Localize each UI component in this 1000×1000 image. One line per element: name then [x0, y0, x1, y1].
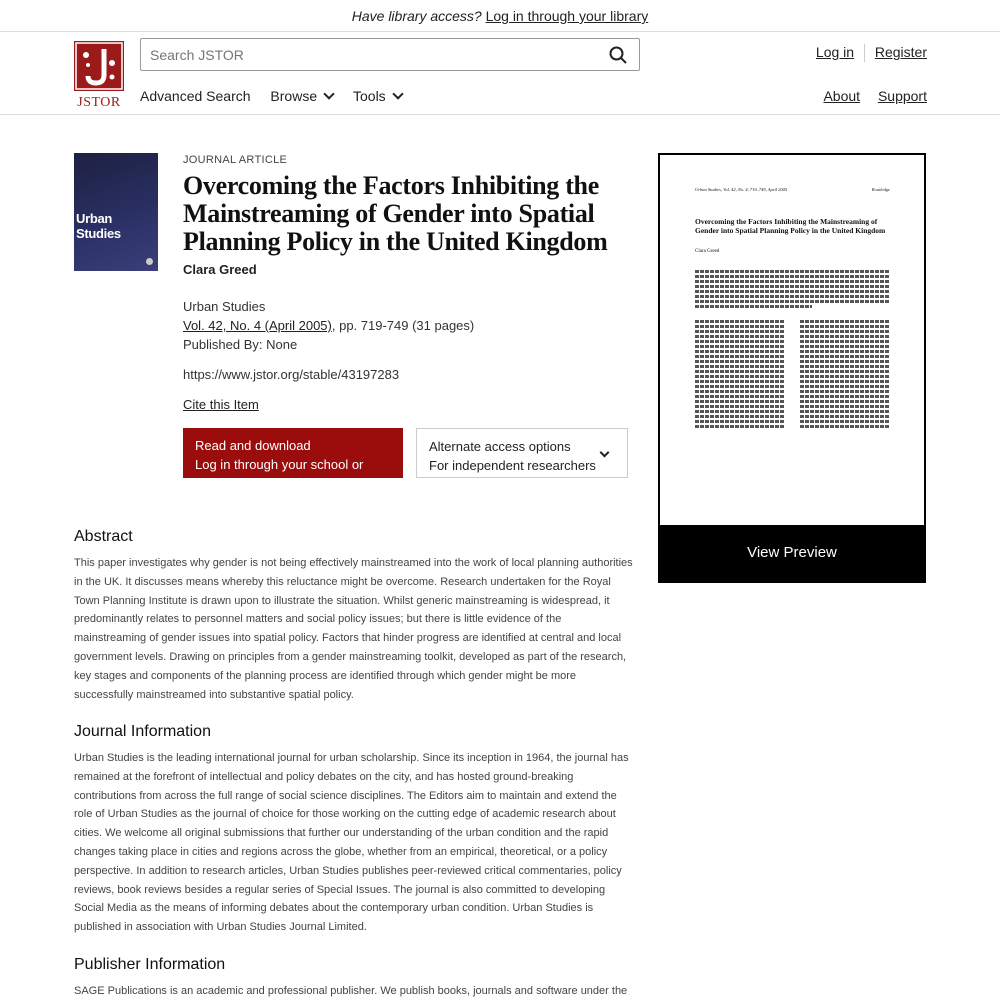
text-line	[695, 345, 785, 348]
journal-info-heading: Journal Information	[74, 723, 211, 740]
nav-advanced-search[interactable]	[140, 88, 251, 104]
text-line	[800, 415, 890, 418]
text-line	[695, 355, 785, 358]
publisher-line: Published By: None	[183, 337, 298, 352]
secondary-nav	[809, 88, 927, 104]
preview-publisher-logo: Routledge	[871, 187, 890, 192]
cite-section	[183, 397, 633, 412]
text-line	[800, 385, 890, 388]
stable-url: https://www.jstor.org/stable/43197283	[183, 367, 400, 382]
text-line	[695, 350, 785, 353]
preview-summary-block	[695, 270, 890, 308]
article-title: Overcoming the Factors Inhibiting the Mainstreaming of Gender into Spatial Planning Policy in the United Kingdom	[183, 171, 608, 256]
text-line	[800, 355, 890, 358]
article-details	[183, 154, 633, 412]
site-header	[0, 32, 1000, 115]
content-type-label: JOURNAL ARTICLE	[183, 154, 288, 166]
preview-citation: Urban Studies, Vol. 42, No. 4, 719–749, April 2005	[695, 187, 788, 192]
text-line	[695, 410, 785, 413]
search-icon[interactable]	[609, 46, 627, 64]
text-line	[800, 360, 890, 363]
text-line	[800, 345, 890, 348]
text-line	[800, 380, 890, 383]
nav-browse-label: Browse	[270, 88, 318, 104]
journal-info-section	[74, 723, 634, 937]
text-line	[695, 375, 785, 378]
text-line	[800, 335, 890, 338]
text-line	[695, 295, 890, 298]
text-line	[695, 300, 890, 303]
text-line	[695, 280, 890, 283]
text-line	[800, 405, 890, 408]
text-line	[695, 405, 785, 408]
text-line	[695, 330, 785, 333]
nav-tools[interactable]	[353, 88, 402, 104]
logo-wordmark: JSTOR	[77, 95, 121, 110]
publisher-info-heading: Publisher Information	[74, 956, 226, 973]
publication-meta	[183, 297, 633, 354]
text-line	[695, 395, 785, 398]
library-login-link[interactable]: Log in through your library	[485, 8, 649, 24]
read-button-title: Read and download	[195, 438, 311, 453]
text-line	[695, 290, 890, 293]
abstract-section	[74, 528, 634, 704]
text-line	[800, 320, 890, 323]
preview-column-right	[800, 320, 890, 430]
text-line	[800, 330, 890, 333]
cover-emblem	[146, 258, 153, 265]
journal-name: Urban Studies	[183, 299, 266, 314]
nav-browse[interactable]	[270, 88, 333, 104]
alt-button-subtitle: For independent researchers	[429, 458, 596, 473]
text-line	[695, 380, 785, 383]
jstor-logo[interactable]	[74, 41, 126, 111]
text-line	[695, 285, 890, 288]
nav-tools-label: Tools	[353, 88, 386, 104]
text-line	[800, 410, 890, 413]
read-download-button[interactable]	[183, 428, 403, 491]
article-author[interactable]: Clara Greed	[183, 262, 257, 277]
search-input[interactable]	[141, 39, 581, 70]
text-line	[695, 335, 785, 338]
publisher-info-section	[74, 956, 634, 1000]
text-line	[695, 400, 785, 403]
alternate-access-button[interactable]	[416, 428, 628, 478]
preview-title: Overcoming the Factors Inhibiting the Mainstreaming of Gender into Spatial Planning Policy in the United Kingdom	[695, 217, 886, 235]
text-line	[695, 320, 785, 323]
text-line	[695, 270, 890, 273]
text-line	[695, 275, 890, 278]
abstract-heading: Abstract	[74, 528, 133, 545]
text-line	[695, 340, 785, 343]
text-line	[695, 390, 785, 393]
cite-link[interactable]: Cite this Item	[183, 397, 259, 412]
text-line	[695, 425, 785, 428]
read-button-subtitle: Log in through your school or library	[195, 457, 364, 491]
register-link[interactable]: Register	[874, 44, 927, 60]
text-line	[695, 365, 785, 368]
preview-page-thumbnail	[660, 155, 924, 525]
jstor-logo-mark	[74, 41, 124, 91]
auth-links	[816, 44, 927, 62]
journal-cover-image	[74, 153, 158, 271]
text-line	[800, 395, 890, 398]
auth-divider	[864, 44, 865, 62]
main-nav	[140, 88, 418, 104]
text-line	[800, 370, 890, 373]
view-preview-button[interactable]: View Preview	[747, 544, 837, 561]
text-line	[800, 325, 890, 328]
chevron-down-icon	[392, 88, 403, 99]
preview-body-columns	[695, 320, 890, 430]
alt-button-title: Alternate access options	[429, 439, 571, 454]
text-line	[800, 350, 890, 353]
text-line	[695, 325, 785, 328]
login-link[interactable]: Log in	[815, 44, 855, 60]
preview-author: Clara Greed	[695, 249, 720, 254]
page-range: , pp. 719-749 (31 pages)	[331, 318, 475, 333]
search-box	[140, 38, 640, 71]
text-line	[695, 385, 785, 388]
library-access-question: Have library access?	[351, 8, 482, 24]
support-link[interactable]: Support	[877, 88, 927, 104]
text-line	[695, 370, 785, 373]
issue-link[interactable]: Vol. 42, No. 4 (April 2005)	[183, 318, 332, 333]
logo-emblem-icon	[74, 41, 124, 91]
text-line	[695, 415, 785, 418]
about-link[interactable]: About	[823, 88, 861, 104]
preview-header	[695, 187, 890, 192]
chevron-down-icon	[323, 88, 334, 99]
text-line	[800, 390, 890, 393]
text-line	[800, 340, 890, 343]
issue-line	[183, 316, 633, 335]
text-line	[800, 400, 890, 403]
abstract-text: This paper investigates why gender is not being effectively mainstreamed into the work of local planning authorities in the UK. It discusses means whereby this reluctance might be overcome. Research undertaken for the Royal Town Planning Institute is drawn upon to illustrate the situation. Whilst generic mainstreaming is widespread, it predominantly relates to personnel matters and social policy issues; but there is little evidence of the mainstreaming of gender issues into spatial policy. Factors that hinder progress are identified at central and local government levels. Drawing on principles from a gender mainstreaming toolkit, developed as part of the research, key stages and components of the planning process are identified through which gender might be more successfully mainstreamed into substantive spatial policy.	[74, 557, 633, 701]
nav-advanced-label: Advanced Search	[140, 88, 251, 104]
text-line	[695, 420, 785, 423]
text-line	[800, 375, 890, 378]
text-line	[800, 420, 890, 423]
publisher-info-text: SAGE Publications is an academic and professional publisher. We publish books, journals and software under the	[74, 985, 628, 997]
library-access-banner	[0, 0, 1000, 32]
journal-info-text: Urban Studies is the leading international journal for urban scholarship. Since its inception in 1964, the journal has remained at the forefront of intellectual and policy debates on the city, and has hosted ground-breaking contributions from across the full range of social science disciplines. The Editors aim to maintain and extend the role of Urban Studies as the journal of choice for those working on the cutting edge of academic research about cities. We welcome all original submissions that further our understanding of the urban condition and the rapid changes taking place in cities and regions across the globe, whether from an empirical, theoretical, or a policy perspective. In addition to research articles, Urban Studies publishes peer-reviewed critical commentaries, policy reviews, book reviews besides a regular series of Special Issues. The journal is also committed to developing Social Media as the means of informing debates about the contemporary urban condition. Urban Studies is published in association with Urban Studies Journal Limited.	[74, 752, 629, 934]
preview-column-left	[695, 320, 785, 430]
text-line	[695, 360, 785, 363]
cover-title: Urban Studies	[76, 211, 121, 241]
text-line	[800, 425, 890, 428]
text-line	[695, 305, 812, 308]
article-preview[interactable]	[658, 153, 926, 583]
text-line	[800, 365, 890, 368]
